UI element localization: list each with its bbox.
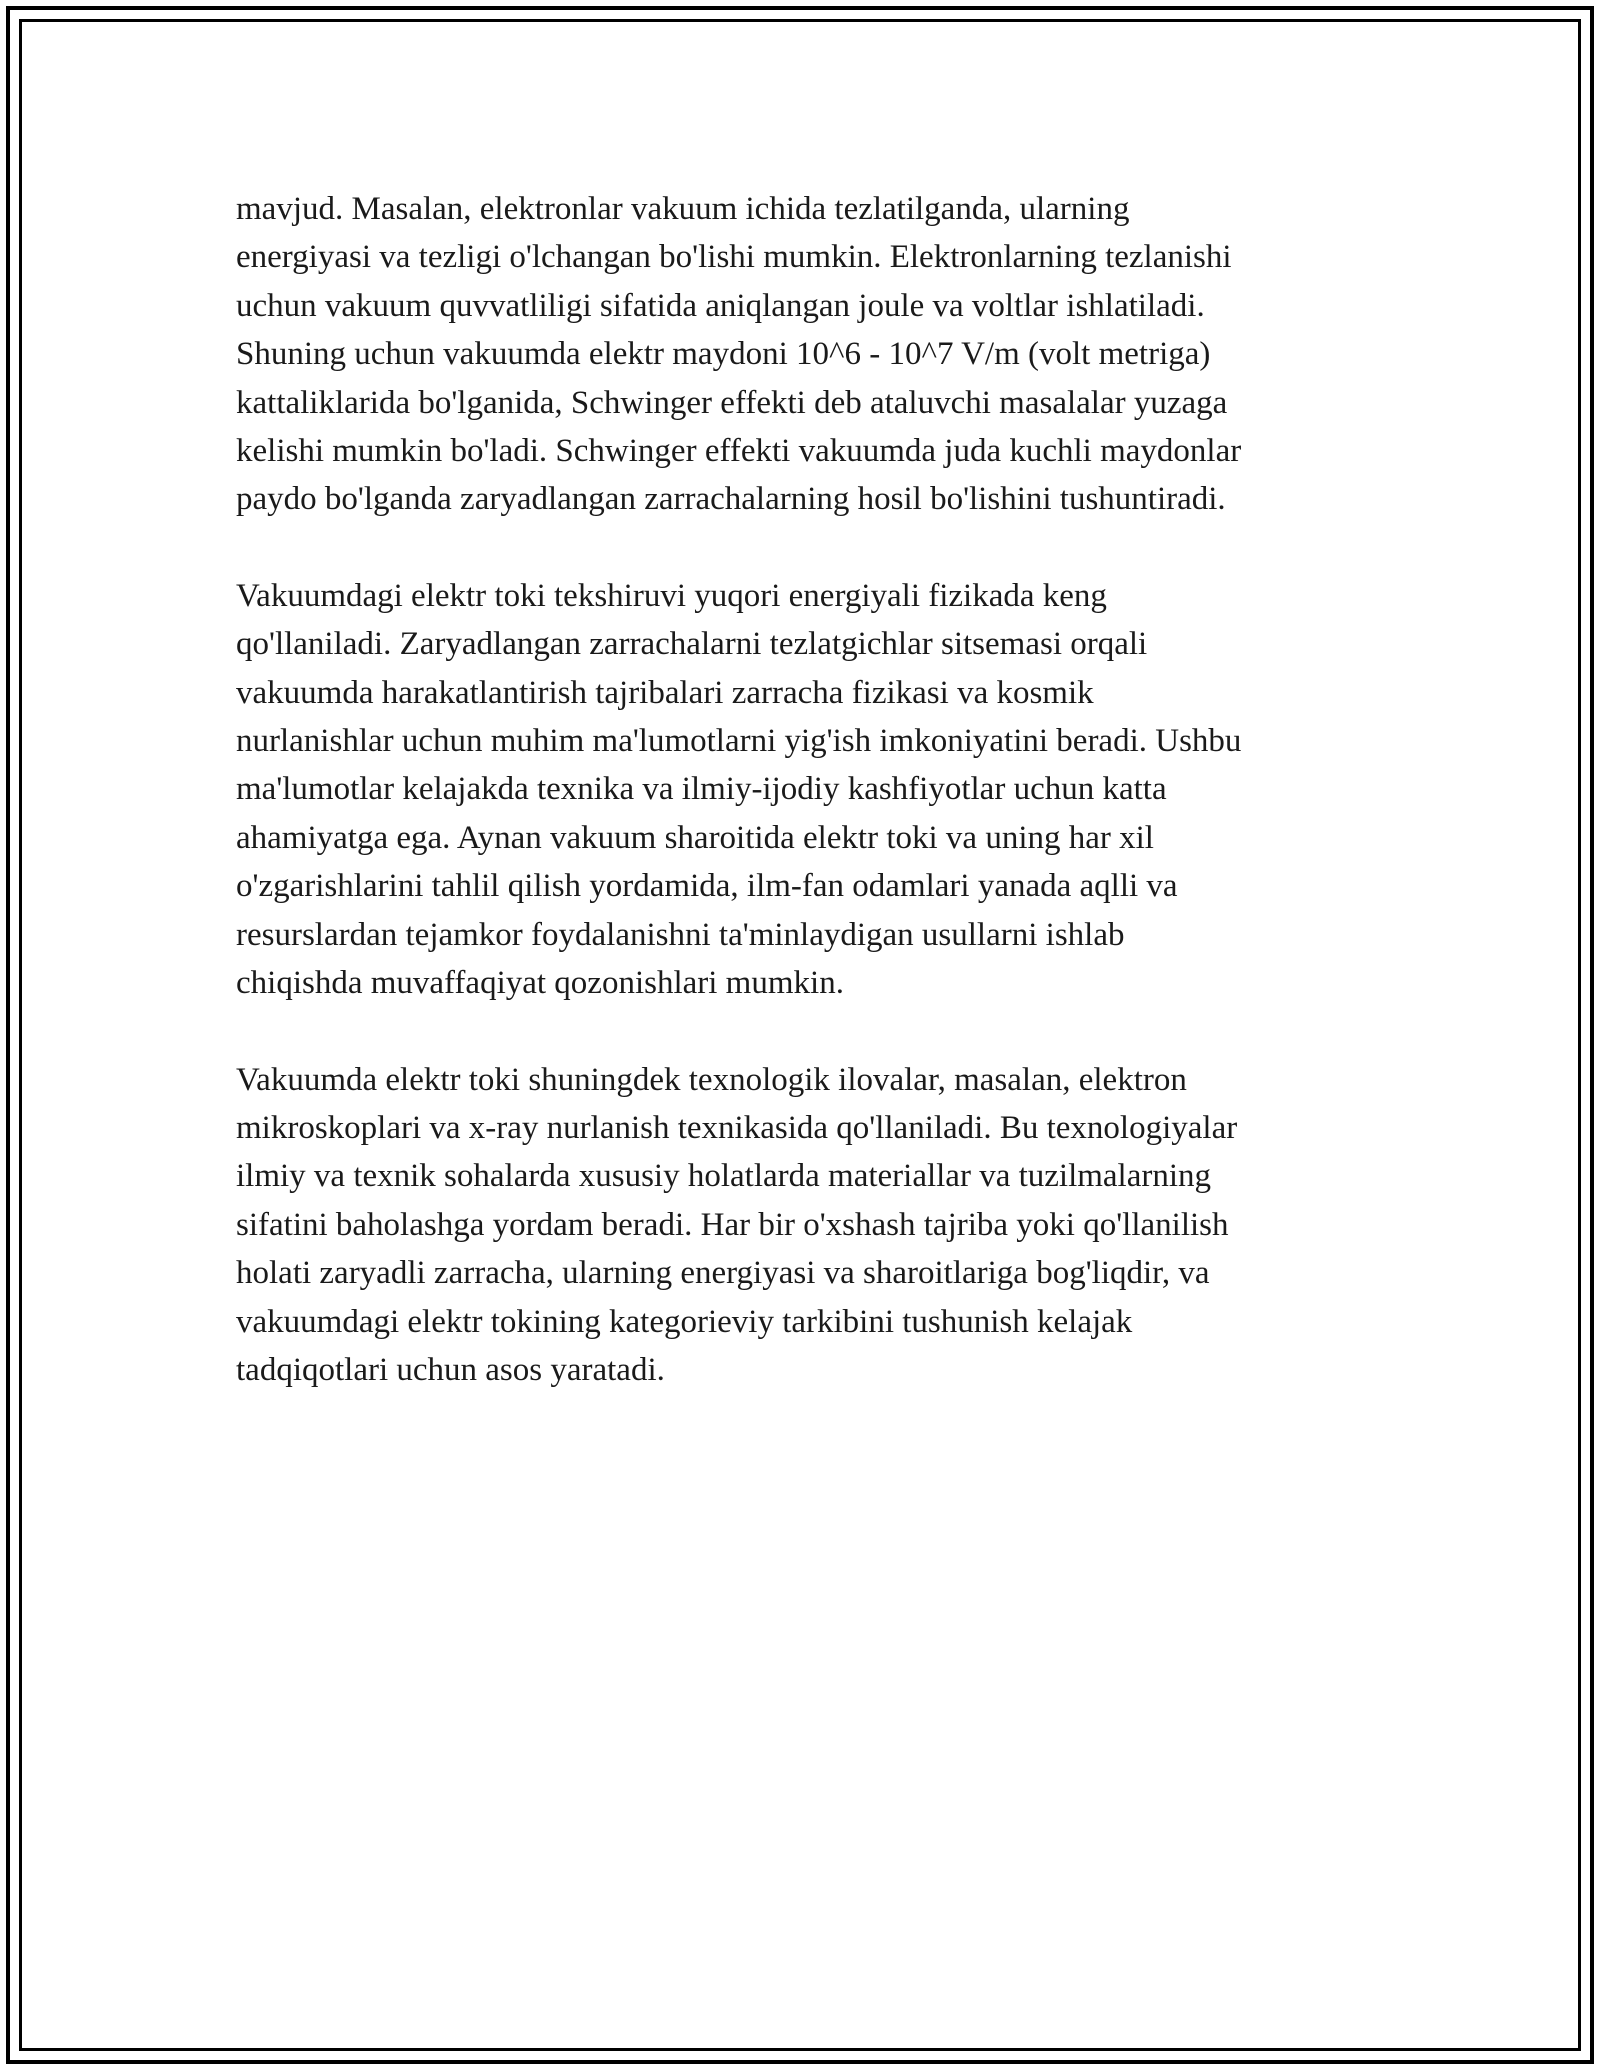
text-line: sifatini baholashga yordam beradi. Har bir o'xshash tajriba yoki qo'llanilish	[236, 1206, 1229, 1243]
text-line: vakuumdagi elektr tokining kategorieviy tarkibini tushunish kelajak	[236, 1303, 1133, 1340]
text-line: ahamiyatga ega. Aynan vakuum sharoitida elektr toki va uning har xil	[236, 819, 1154, 856]
text-line: kelishi mumkin bo'ladi. Schwinger effekti vakuumda juda kuchli maydonlar	[236, 433, 1242, 470]
text-line: qo'llaniladi. Zaryadlangan zarrachalarni tezlatgichlar sitsemasi orqali	[236, 626, 1148, 663]
text-line: paydo bo'lganda zaryadlangan zarrachalarning hosil bo'lishini tushuntiradi.	[236, 481, 1226, 518]
text-line: Shuning uchun vakuumda elektr maydoni 10^6 - 10^7 V/m (volt metriga)	[236, 336, 1211, 373]
text-line: tadqiqotlari uchun asos yaratadi.	[236, 1351, 665, 1388]
paragraph-1	[236, 185, 1406, 524]
text-line: nurlanishlar uchun muhim ma'lumotlarni yig'ish imkoniyatini beradi. Ushbu	[236, 723, 1242, 760]
text-line: o'zgarishlarini tahlil qilish yordamida, ilm-fan odamlari yanada aqlli va	[236, 868, 1178, 905]
text-line: energiyasi va tezligi o'lchangan bo'lishi mumkin. Elektronlarning tezlanishi	[236, 239, 1232, 276]
text-line: mikroskoplari va x-ray nurlanish texnikasida qo'llaniladi. Bu texnologiyalar	[236, 1109, 1238, 1146]
text-line: ma'lumotlar kelajakda texnika va ilmiy-ijodiy kashfiyotlar uchun katta	[236, 771, 1167, 808]
text-line: ilmiy va texnik sohalarda xususiy holatlarda materiallar va tuzilmalarning	[236, 1158, 1212, 1195]
text-line: Vakuumda elektr toki shuningdek texnologik ilovalar, masalan, elektron	[236, 1061, 1187, 1098]
text-line: holati zaryadli zarracha, ularning energiyasi va sharoitlariga bog'liqdir, va	[236, 1255, 1210, 1292]
text-line: uchun vakuum quvvatliligi sifatida aniqlangan joule va voltlar ishlatiladi.	[236, 287, 1205, 324]
text-line: resurslardan tejamkor foydalanishni ta'minlaydigan usullarni ishlab	[236, 916, 1125, 953]
text-line: kattaliklarida bo'lganida, Schwinger effekti deb ataluvchi masalalar yuzaga	[236, 384, 1228, 421]
text-line: mavjud. Masalan, elektronlar vakuum ichida tezlatilganda, ularning	[236, 191, 1130, 227]
paragraph-2	[236, 572, 1406, 1008]
text-line: chiqishda muvaffaqiyat qozonishlari mumkin.	[236, 965, 844, 1002]
text-line: vakuumda harakatlantirish tajribalari zarracha fizikasi va kosmik	[236, 674, 1094, 711]
paragraph-3	[236, 1056, 1406, 1395]
text-line: Vakuumdagi elektr toki tekshiruvi yuqori energiyali fizikada keng	[236, 577, 1107, 614]
document-body	[236, 185, 1406, 1442]
